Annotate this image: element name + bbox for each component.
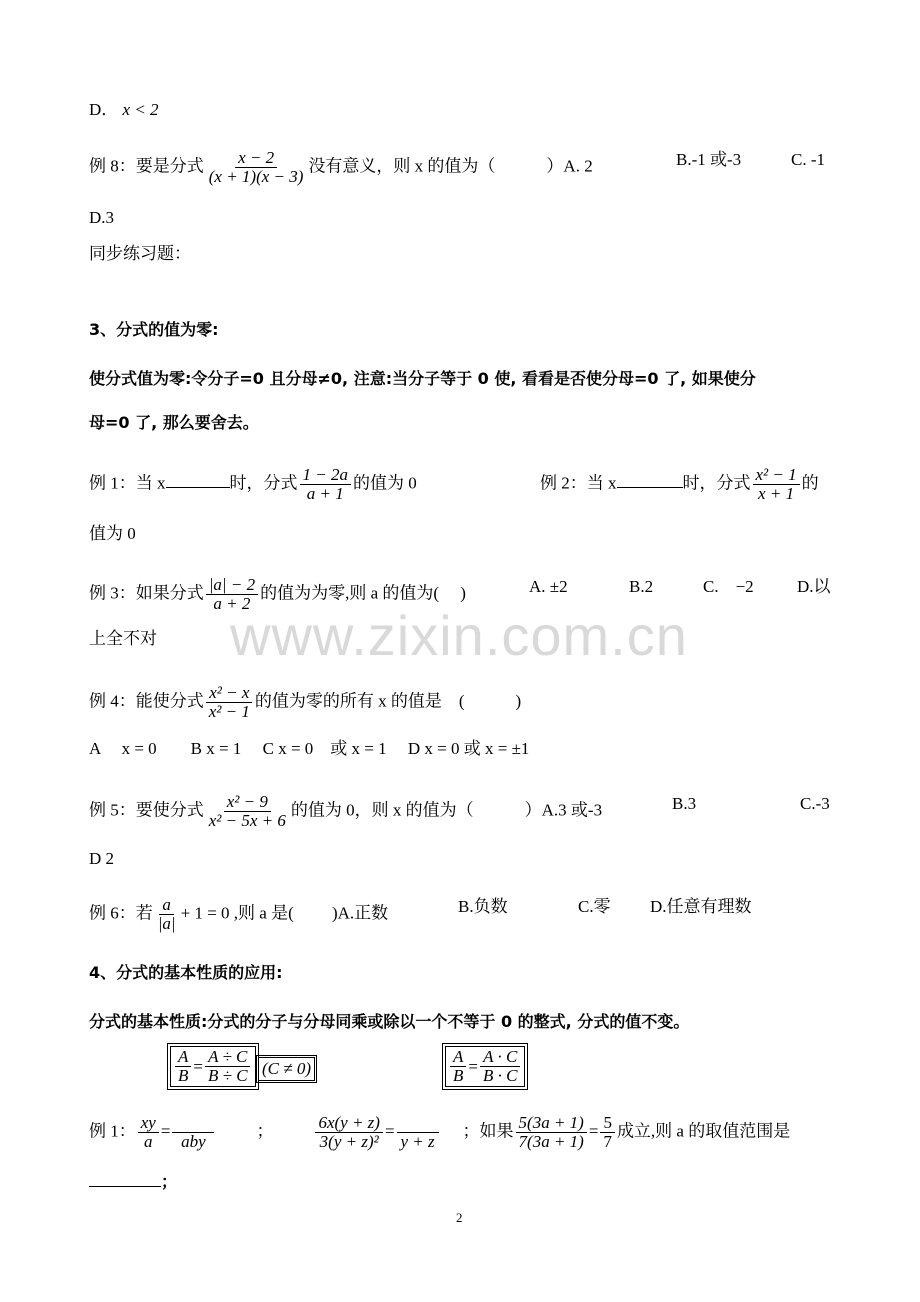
answer-fraction <box>397 1114 439 1151</box>
denominator: B <box>178 1066 189 1085</box>
fraction <box>300 466 351 503</box>
example-3-text: 的值为为零,则 a 的值为( ) <box>260 583 466 603</box>
option-expr: x < 2 <box>122 100 159 119</box>
answer-blank[interactable] <box>166 473 230 488</box>
fraction <box>315 1114 383 1151</box>
fraction <box>450 1048 466 1085</box>
example-5-prefix: 例 5：要使分式 <box>89 800 204 820</box>
denominator: B · C <box>482 1066 518 1085</box>
condition-prefix: ；如果 <box>462 1121 514 1141</box>
example-5-option-b: B.3 <box>672 794 697 813</box>
example-5-option-c: C.-3 <box>800 794 830 813</box>
example-4-prefix: 例 4：能使分式 <box>89 691 204 711</box>
formula-box-inner <box>170 1046 256 1087</box>
denominator: a + 1 <box>306 484 344 503</box>
numerator: A <box>175 1048 191 1067</box>
denominator: 7(3a + 1) <box>518 1132 584 1151</box>
example-6 <box>89 896 388 933</box>
fraction <box>480 1048 520 1085</box>
watermark: www.zixin.com.cn <box>230 604 688 667</box>
example-4-text: 的值为零的所有 x 的值是 ( ) <box>254 691 522 711</box>
example-8-prefix: 例 8：要是分式 <box>89 156 204 176</box>
equals-sign: = <box>588 1121 599 1141</box>
numerator: A <box>450 1048 466 1067</box>
numerator: 5(3a + 1) <box>516 1114 587 1133</box>
denominator: B ÷ C <box>207 1066 248 1085</box>
fraction <box>206 149 307 186</box>
example-1 <box>89 466 417 503</box>
example-5-text: 的值为 0，则 x 的值为（ ）A.3 或-3 <box>290 800 603 820</box>
example-1-post: 的值为 0 <box>352 473 417 493</box>
example-2-mid: 时，分式 <box>682 473 751 493</box>
formula-box-inner <box>445 1046 525 1087</box>
option-label: D． <box>89 100 119 119</box>
example-3-option-a: A. ±2 <box>529 577 568 596</box>
example-8 <box>89 149 593 186</box>
denominator: x² − 5x + 6 <box>208 811 286 830</box>
numerator: x² − x <box>206 684 252 703</box>
separator: ； <box>256 1121 274 1141</box>
fraction <box>206 684 253 721</box>
example-4 <box>89 684 521 721</box>
denominator: (x + 1)(x − 3) <box>208 167 304 186</box>
example-2-post: 的 <box>801 473 819 493</box>
page-number: 2 <box>456 1210 463 1225</box>
example-text: 成立,则 a 的取值范围是 <box>616 1121 791 1141</box>
denominator: 7 <box>603 1132 612 1151</box>
section-4-rule: 分式的基本性质:分式的分子与分母同乘或除以一个不等于 0 的整式, 分式的值不变。 <box>89 1012 690 1031</box>
equals-sign: = <box>468 1056 478 1076</box>
numerator: xy <box>138 1114 159 1133</box>
example-2-prefix: 例 2：当 x <box>540 473 617 493</box>
denominator: |a| <box>157 914 176 933</box>
numerator: A · C <box>480 1048 520 1067</box>
fraction <box>155 896 179 933</box>
denominator: aby <box>181 1132 206 1151</box>
equals-sign: = <box>384 1121 395 1141</box>
section-3-title: 3、分式的值为零: <box>89 320 219 339</box>
section-3-rule-line1: 使分式值为零:令分子=0 且分母≠0, 注意:当分子等于 0 使, 看看是否使分母=0 了, 如果使分 <box>89 369 756 388</box>
answer-blank[interactable] <box>397 1114 439 1133</box>
example-6-option-c: C.零 <box>578 897 611 916</box>
example-6-option-b: B.负数 <box>458 897 508 916</box>
condition-text: (C ≠ 0) <box>258 1057 315 1081</box>
example-2-continued: 值为 0 <box>89 524 136 543</box>
example-1-mid: 时，分式 <box>229 473 298 493</box>
fraction <box>753 466 800 503</box>
example-8-text: 没有意义，则 x 的值为（ ）A. 2 <box>308 156 593 176</box>
section-3-rule-line2: 母=0 了, 那么要舍去。 <box>89 413 259 432</box>
example-8-option-b: B.-1 或-3 <box>676 150 742 169</box>
numerator: |a| − 2 <box>206 576 258 595</box>
equals-sign: = <box>193 1056 203 1076</box>
example-prefix: 例 1： <box>89 1121 136 1141</box>
denominator: B <box>453 1066 464 1085</box>
example-6-prefix: 例 6：若 <box>89 903 153 923</box>
example-3 <box>89 576 466 613</box>
numerator: A ÷ C <box>205 1048 250 1067</box>
numerator: 1 − 2a <box>300 466 351 485</box>
numerator: x − 2 <box>235 149 277 168</box>
example-6-text: + 1 = 0 ,则 a 是( )A.正数 <box>180 903 389 923</box>
fraction <box>175 1048 191 1085</box>
section-4-example-1 <box>89 1114 790 1151</box>
denominator: a + 2 <box>213 594 251 613</box>
answer-blank[interactable] <box>617 473 683 488</box>
fraction <box>600 1114 615 1151</box>
fraction <box>138 1114 159 1151</box>
answer-fraction <box>172 1114 214 1151</box>
example-4-options: A x = 0 B x = 1 C x = 0 或 x = 1 D x = 0 或 x = ±1 <box>89 739 530 758</box>
example-8-option-c: C. -1 <box>791 150 825 169</box>
option-d-line <box>89 100 159 120</box>
fraction <box>205 1048 251 1085</box>
fraction <box>516 1114 587 1151</box>
example-5 <box>89 793 602 830</box>
equals-sign: = <box>160 1121 171 1141</box>
denominator: a <box>144 1132 153 1151</box>
example-2 <box>540 466 819 503</box>
denominator: x + 1 <box>758 484 795 503</box>
numerator: 5 <box>600 1114 615 1133</box>
final-answer-line <box>89 1172 177 1192</box>
formula-box-divide <box>167 1043 259 1090</box>
section-4-title: 4、分式的基本性质的应用: <box>89 963 283 982</box>
denominator: x² − 1 <box>208 702 250 721</box>
numerator: x² − 1 <box>753 466 800 485</box>
denominator: y + z <box>400 1132 435 1151</box>
example-6-option-d: D.任意有理数 <box>650 897 752 916</box>
example-5-option-d: D 2 <box>89 849 115 868</box>
formula-box-multiply <box>442 1043 528 1090</box>
fraction <box>206 793 289 830</box>
answer-blank[interactable] <box>172 1114 214 1133</box>
denominator: 3(y + z)² <box>319 1132 379 1151</box>
answer-blank[interactable] <box>89 1172 161 1187</box>
numerator: 6x(y + z) <box>315 1114 383 1133</box>
example-3-option-c: C. −2 <box>703 577 754 596</box>
numerator: a <box>159 896 174 915</box>
numerator: x² − 9 <box>224 793 271 812</box>
fraction <box>206 576 258 613</box>
example-3-option-d: D.以 <box>797 577 831 596</box>
example-3-prefix: 例 3：如果分式 <box>89 583 204 603</box>
example-3-option-b: B.2 <box>629 577 654 596</box>
separator: ； <box>161 1172 178 1191</box>
example-8-option-d: D.3 <box>89 208 115 227</box>
example-1-prefix: 例 1：当 x <box>89 473 166 493</box>
condition-box <box>256 1055 317 1083</box>
sync-exercises-title: 同步练习题： <box>89 244 191 263</box>
example-3-continued: 上全不对 <box>89 629 157 648</box>
